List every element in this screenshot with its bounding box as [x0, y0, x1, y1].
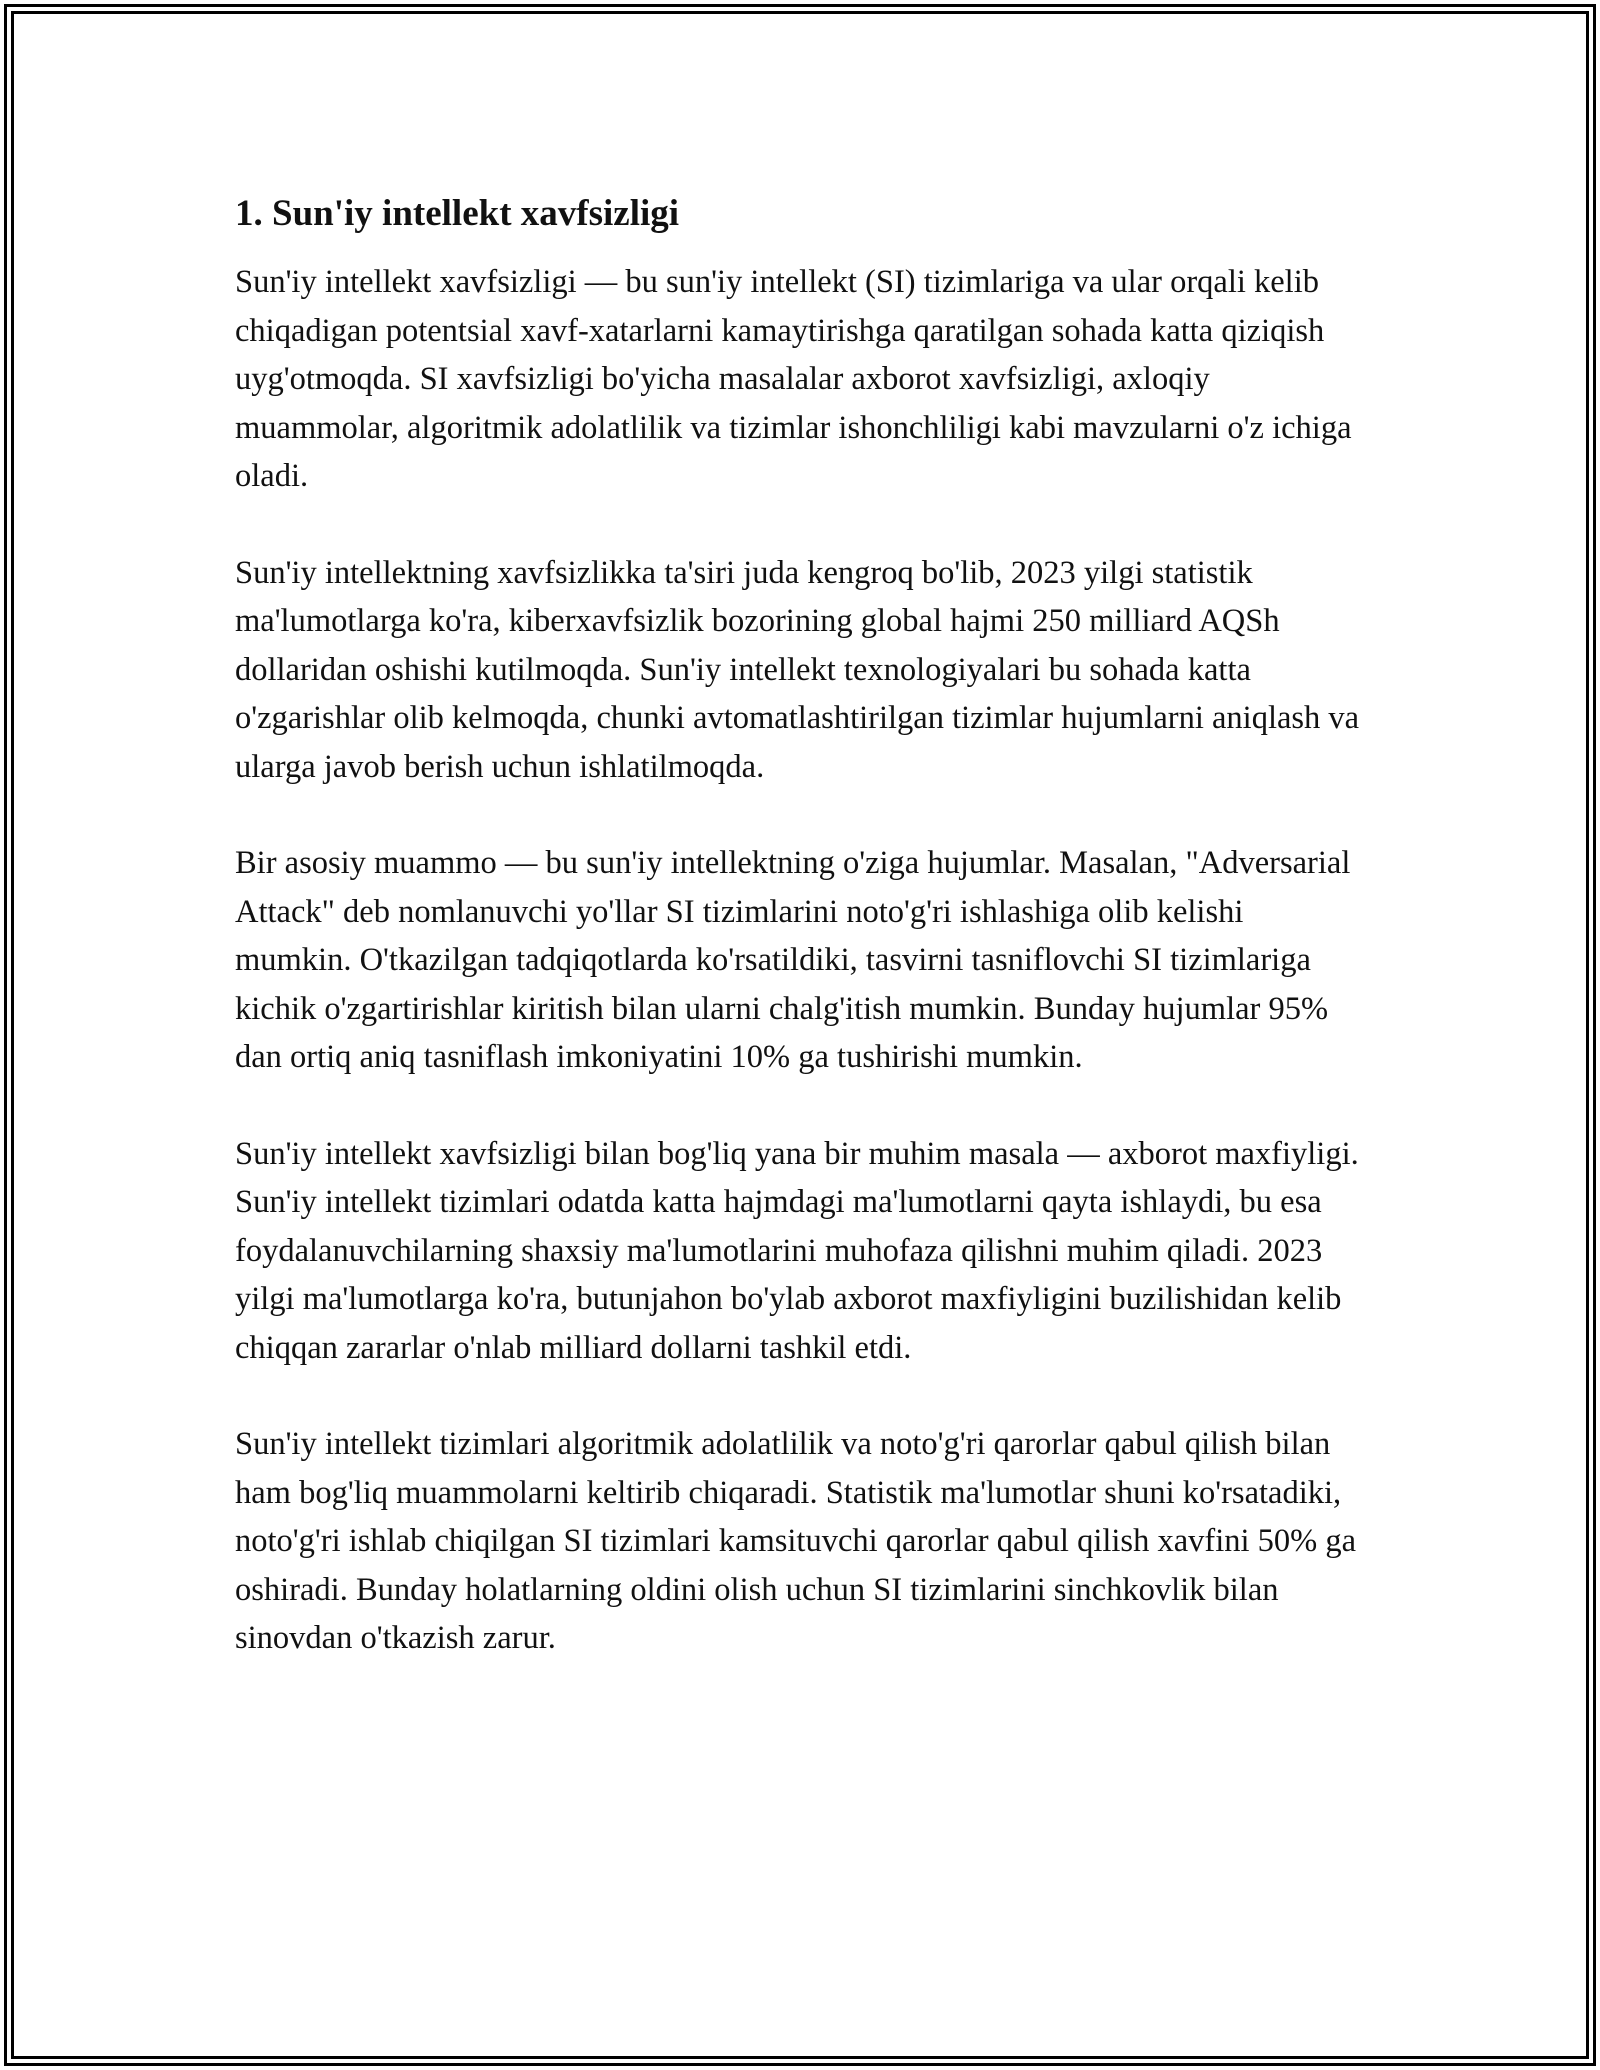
- paragraph-3: Bir asosiy muammo — bu sun'iy intellektning o'ziga hujumlar. Masalan, "Adversarial Attack" deb nomlanuvchi yo'llar SI tizimlarini noto'g'ri ishlashiga olib kelishi mumkin. O'tkazilgan tadqiqotlarda ko'rsatildiki, tasvirni tasniflovchi SI tizimlariga kichik o'zgartirishlar kiritish bilan ularni chalg'itish mumkin. Bunday hujumlar 95% dan ortiq aniq tasniflash imkoniyatini 10% ga tushirishi mumkin.: [235, 845, 1351, 1075]
- paragraph-4: Sun'iy intellekt xavfsizligi bilan bog'liq yana bir muhim masala — axborot maxfiyligi. Sun'iy intellekt tizimlari odatda katta hajmdagi ma'lumotlarni qayta ishlaydi, bu esa foydalanuvchilarning shaxsiy ma'lumotlarini muhofaza qilishni muhim qiladi. 2023 yilgi ma'lumotlarga ko'ra, butunjahon bo'ylab axborot maxfiyligini buzilishidan kelib chiqqan zararlar o'nlab milliard dollarni tashkil etdi.: [235, 1135, 1359, 1366]
- section-title: 1. Sun'iy intellekt xavfsizligi: [235, 193, 680, 234]
- document-body: [235, 190, 1365, 1711]
- paragraph-5: Sun'iy intellekt tizimlari algoritmik adolatlilik va noto'g'ri qarorlar qabul qilish bilan ham bog'liq muammolarni keltirib chiqaradi. Statistik ma'lumotlar shuni ko'rsatadiki, noto'g'ri ishlab chiqilgan SI tizimlari kamsituvchi qarorlar qabul qilish xavfini 50% ga oshiradi. Bunday holatlarning oldini olish uchun SI tizimlarini sinchkovlik bilan sinovdan o'tkazish zarur.: [235, 1426, 1356, 1656]
- paragraph-1: Sun'iy intellekt xavfsizligi — bu sun'iy intellekt (SI) tizimlariga va ular orqali kelib chiqadigan potentsial xavf-xatarlarni kamaytirishga qaratilgan sohada katta qiziqish uyg'otmoqda. SI xavfsizligi bo'yicha masalalar axborot xavfsizligi, axloqiy muammolar, algoritmik adolatlilik va tizimlar ishonchliligi kabi mavzularni o'z ichiga oladi.: [235, 264, 1352, 494]
- paragraph-2: Sun'iy intellektning xavfsizlikka ta'siri juda kengroq bo'lib, 2023 yilgi statistik ma'lumotlarga ko'ra, kiberxavfsizlik bozorining global hajmi 250 milliard AQSh dollaridan oshishi kutilmoqda. Sun'iy intellekt texnologiyalari bu sohada katta o'zgarishlar olib kelmoqda, chunki avtomatlashtirilgan tizimlar hujumlarni aniqlash va ularga javob berish uchun ishlatilmoqda.: [235, 554, 1360, 785]
